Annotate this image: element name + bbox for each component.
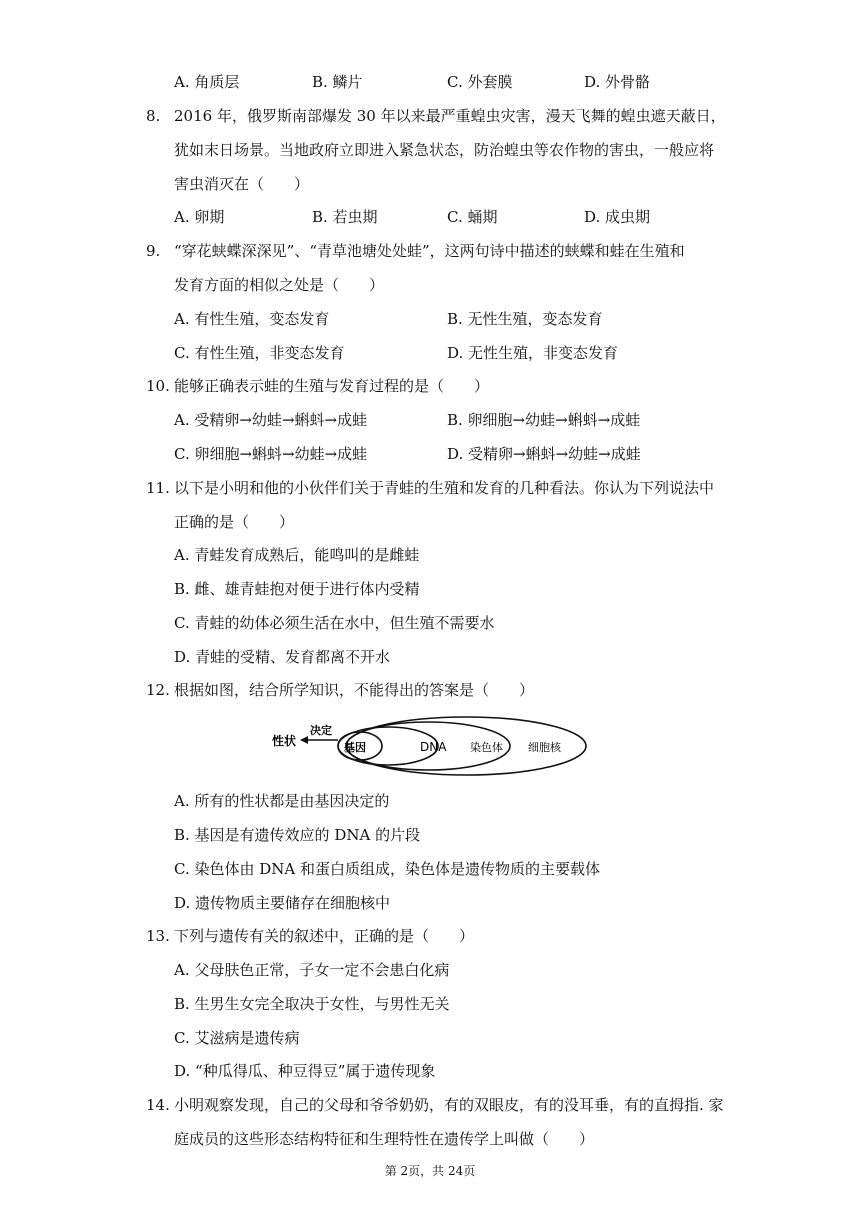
q8-option-a: A. 卵期 bbox=[174, 208, 225, 226]
q13-number: 13. bbox=[146, 927, 170, 945]
nucleus-label: 细胞核 bbox=[528, 741, 561, 754]
q9-option-a: A. 有性生殖，变态发育 bbox=[174, 310, 330, 328]
q12-number: 12. bbox=[146, 681, 170, 699]
q10-option-c: C. 卵细胞→蝌蚪→幼蛙→成蛙 bbox=[174, 445, 368, 463]
q8-stem-line-1: 2016 年，俄罗斯南部爆发 30 年以来最严重蝗虫灾害，漫天飞舞的蝗虫遮天蔽日， bbox=[174, 107, 726, 125]
q9-option-c: C. 有性生殖，非变态发育 bbox=[174, 344, 345, 362]
q12-option-b: B. 基因是有遗传效应的 DNA 的片段 bbox=[174, 826, 421, 844]
q11-number: 11. bbox=[146, 479, 170, 497]
q13-option-b: B. 生男生女完全取决于女性，与男性无关 bbox=[174, 995, 450, 1013]
q11-stem-line-1: 以下是小明和他的小伙伴们关于青蛙的生殖和发育的几种看法。你认为下列说法中 bbox=[174, 479, 715, 497]
decides-arrow-head bbox=[300, 736, 308, 744]
q11-option-b: B. 雌、雄青蛙抱对便于进行体内受精 bbox=[174, 580, 420, 598]
q14-stem-line-2: 庭成员的这些形态结构特征和生理特性在遗传学上叫做（ ） bbox=[174, 1130, 595, 1148]
q9-option-b: B. 无性生殖，变态发育 bbox=[447, 310, 603, 328]
q9-stem-line-1: “穿花蛱蝶深深见”、“青草池塘处处蛙”，这两句诗中描述的蛱蝶和蛙在生殖和 bbox=[174, 242, 685, 260]
q8-option-c: C. 蛹期 bbox=[447, 208, 498, 226]
q13-option-d: D. “种瓜得瓜、种豆得豆”属于遗传现象 bbox=[174, 1062, 436, 1080]
q11-option-a: A. 青蛙发育成熟后，能鸣叫的是雌蛙 bbox=[174, 546, 420, 564]
q8-number: 8. bbox=[146, 107, 161, 125]
q11-option-c: C. 青蛙的幼体必须生活在水中，但生殖不需要水 bbox=[174, 614, 495, 632]
q14-stem-line-1: 小明观察发现，自己的父母和爷爷奶奶，有的双眼皮，有的没耳垂，有的直拇指. 家 bbox=[174, 1096, 724, 1114]
q12-stem-line-1: 根据如图，结合所学知识，不能得出的答案是（ ） bbox=[174, 681, 535, 699]
q10-option-b: B. 卵细胞→幼蛙→蝌蚪→成蛙 bbox=[447, 411, 641, 429]
q7-option-d: D. 外骨骼 bbox=[584, 73, 651, 91]
gene-dna-chromosome-nucleus-diagram bbox=[270, 712, 600, 778]
dna-label: DNA bbox=[420, 740, 447, 754]
q8-stem-line-2: 犹如末日场景。当地政府立即进入紧急状态，防治蝗虫等农作物的害虫，一般应将 bbox=[174, 141, 715, 159]
q8-option-d: D. 成虫期 bbox=[584, 208, 651, 226]
q10-number: 10. bbox=[146, 377, 170, 395]
q13-stem-line-1: 下列与遗传有关的叙述中，正确的是（ ） bbox=[174, 927, 475, 945]
q12-option-c: C. 染色体由 DNA 和蛋白质组成，染色体是遗传物质的主要载体 bbox=[174, 860, 601, 878]
q8-option-b: B. 若虫期 bbox=[312, 208, 378, 226]
q13-option-a: A. 父母肤色正常，子女一定不会患白化病 bbox=[174, 961, 450, 979]
q7-option-c: C. 外套膜 bbox=[447, 73, 513, 91]
q9-number: 9. bbox=[146, 242, 161, 260]
q9-stem-line-2: 发育方面的相似之处是（ ） bbox=[174, 276, 385, 294]
chromosome-label: 染色体 bbox=[470, 741, 503, 754]
q11-stem-line-2: 正确的是（ ） bbox=[174, 513, 295, 531]
q10-stem-line-1: 能够正确表示蛙的生殖与发育过程的是（ ） bbox=[174, 377, 490, 395]
q7-option-b: B. 鳞片 bbox=[312, 73, 363, 91]
q9-option-d: D. 无性生殖，非变态发育 bbox=[447, 344, 619, 362]
q8-stem-line-3: 害虫消灭在（ ） bbox=[174, 175, 310, 193]
page-footer: 第 2页，共 24页 bbox=[384, 1164, 476, 1178]
decides-label: 决定 bbox=[310, 724, 332, 737]
q7-option-a: A. 角质层 bbox=[174, 73, 240, 91]
q13-option-c: C. 艾滋病是遗传病 bbox=[174, 1029, 300, 1047]
q14-number: 14. bbox=[146, 1096, 170, 1114]
gene-label: 基因 bbox=[344, 741, 366, 754]
q10-option-a: A. 受精卵→幼蛙→蝌蚪→成蛙 bbox=[174, 411, 368, 429]
q11-option-d: D. 青蛙的受精、发育都离不开水 bbox=[174, 648, 391, 666]
q12-option-d: D. 遗传物质主要储存在细胞核中 bbox=[174, 894, 391, 912]
trait-label: 性状 bbox=[272, 734, 297, 748]
q12-option-a: A. 所有的性状都是由基因决定的 bbox=[174, 792, 390, 810]
q10-option-d: D. 受精卵→蝌蚪→幼蛙→成蛙 bbox=[447, 445, 641, 463]
